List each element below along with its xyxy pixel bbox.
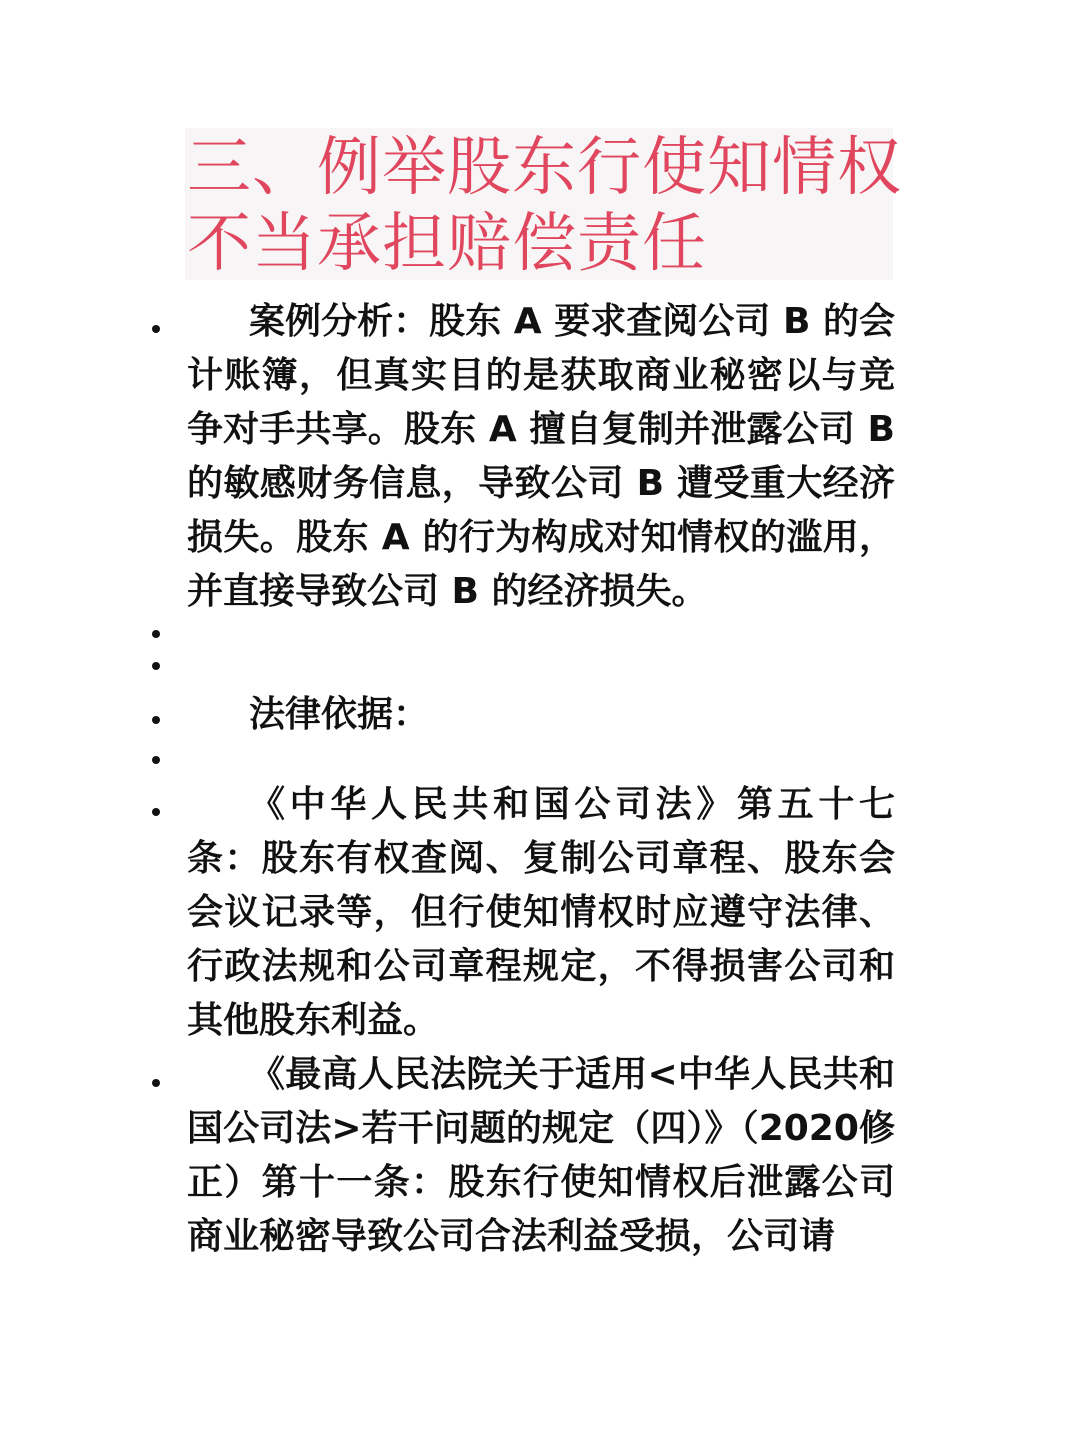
bullet-dot (152, 662, 160, 670)
case-analysis-paragraph: 案例分析：股东 A 要求查阅公司 B 的会计账簿，但真实目的是获取商业秘密以与竞争对手共享。股东 A 擅自复制并泄露公司 B 的敏感财务信息，导致公司 B 遭受重大经济损失。股东 A 的行为构成对知情权的滥用，并直接导致公司 B 的经济损失。 (187, 301, 895, 612)
bullet-dot (152, 808, 160, 816)
judicial-interpretation-paragraph: 《最高人民法院关于适用<中华人民共和国公司法>若干问题的规定（四）》（2020修正）第十一条：股东行使知情权后泄露公司商业秘密导致公司合法利益受损，公司请 (187, 1054, 895, 1257)
bullet-dot (152, 756, 160, 764)
company-law-article-paragraph: 《中华人民共和国公司法》第五十七条：股东有权查阅、复制公司章程、股东会会议记录等，但行使知情权时应遵守法律、行政法规和公司章程规定，不得损害公司和其他股东利益。 (187, 784, 895, 1041)
section-title-line-2: 不当承担赔偿责任 (187, 207, 707, 281)
bullet-dot (152, 716, 160, 724)
legal-basis-heading: 法律依据： (249, 694, 430, 735)
bullet-dot (152, 325, 160, 333)
bullet-dot (152, 1079, 160, 1087)
section-title-line-1: 三、例举股东行使知情权 (187, 131, 902, 205)
bullet-dot (152, 630, 160, 638)
title-block (185, 128, 902, 281)
